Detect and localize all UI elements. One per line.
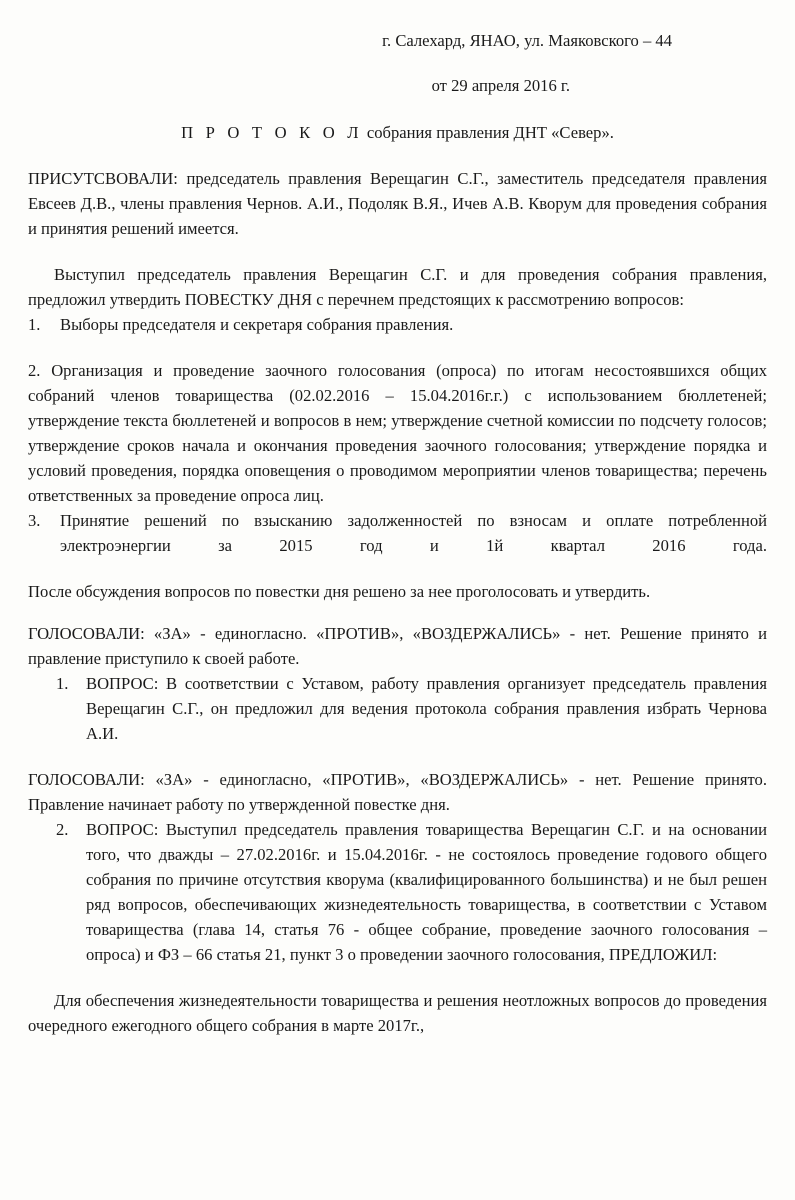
question-1 [28, 671, 767, 746]
document-title [28, 120, 767, 145]
question-number: 1. [56, 674, 69, 693]
agenda-item-text: Выборы председателя и секретаря собрания правления. [60, 315, 454, 334]
agenda-item-text: Принятие решений по взысканию задолженностей по взносам и оплате потребленной электроэнергии за 2015 год и 1й квартал 2016 года. [60, 511, 767, 555]
question-number: 2. [56, 820, 69, 839]
opening-paragraph: Выступил председатель правления Верещагин С.Г. и для проведения собрания правления, предложил утвердить ПОВЕСТКУ ДНЯ с перечнем предстоящих к рассмотрению вопросов: [28, 265, 767, 309]
attendees-paragraph: ПРИСУТСВОВАЛИ: председатель правления Верещагин С.Г., заместитель председателя правления Евсеев Д.В., члены правления Чернов. А.И., Подоляк В.Я., Ичев А.В. Кворум для проведения собрания и принятия решений имеется. [28, 169, 767, 238]
agenda-item-text: Организация и проведение заочного голосования (опроса) по итогам несостоявшихся общих собраний членов товарищества (02.02.2016 – 15.04.2016г.г.) с использованием бюллетеней; утверждение текста бюллетеней и вопросов в нем; утверждение счетной комиссии по подсчету голосов; утверждение сроков начала и окончания проведения заочного голосования; утверждение порядка и условий проведения, порядка оповещения о проводимом мероприятии членов товарищества; перечень ответственных за проведение опроса лиц. [28, 361, 767, 505]
question-text: ВОПРОС: В соответствии с Уставом, работу правления организует председатель правления Верещагин С.Г., он предложил для ведения протокола собрания правления избрать Чернова А.И. [86, 674, 767, 743]
agenda-item-number: 1. [28, 315, 41, 334]
question-text: ВОПРОС: Выступил председатель правления товарищества Верещагин С.Г. и на основании того, что дважды – 27.02.2016г. и 15.04.2016г. - не состоялось проведение годового общего собрания по причине отсутствия кворума (квалифицированного большинства) и не был решен ряд вопросов, обеспечивающих жизнедеятельность товарищества, в соответствии с Уставом товарищества (глава 14, статья 76 - общее собрание, проведение заочного голосования – опроса) и ФЗ – 66 статья 21, пункт 3 о проведении заочного голосования, ПРЕДЛОЖИЛ: [86, 820, 767, 964]
vote-result-2: ГОЛОСОВАЛИ: «ЗА» - единогласно, «ПРОТИВ», «ВОЗДЕРЖАЛИСЬ» - нет. Решение принято. Правление начинает работу по утвержденной повестке дня. [28, 770, 767, 814]
final-paragraph: Для обеспечения жизнедеятельности товарищества и решения неотложных вопросов до проведения очередного ежегодного общего собрания в марте 2017г., [28, 991, 767, 1035]
question-2 [28, 817, 767, 967]
title-rest: собрания правления ДНТ «Север». [362, 123, 614, 142]
after-discussion-paragraph: После обсуждения вопросов по повестки дня решено за нее проголосовать и утвердить. [28, 582, 651, 601]
title-protocol-word: П Р О Т О К О Л [181, 123, 363, 142]
agenda-item-2 [28, 358, 767, 508]
agenda-item-number: 2. [28, 361, 41, 380]
vote-result-1: ГОЛОСОВАЛИ: «ЗА» - единогласно. «ПРОТИВ», «ВОЗДЕРЖАЛИСЬ» - нет. Решение принято и правление приступило к своей работе. [28, 624, 767, 668]
document-date: от 29 апреля 2016 г. [431, 76, 570, 95]
agenda-item-number: 3. [28, 511, 41, 530]
agenda-item-3 [28, 508, 767, 558]
agenda-item-1 [28, 312, 767, 337]
document-address: г. Салехард, ЯНАО, ул. Маяковского – 44 [382, 31, 672, 50]
